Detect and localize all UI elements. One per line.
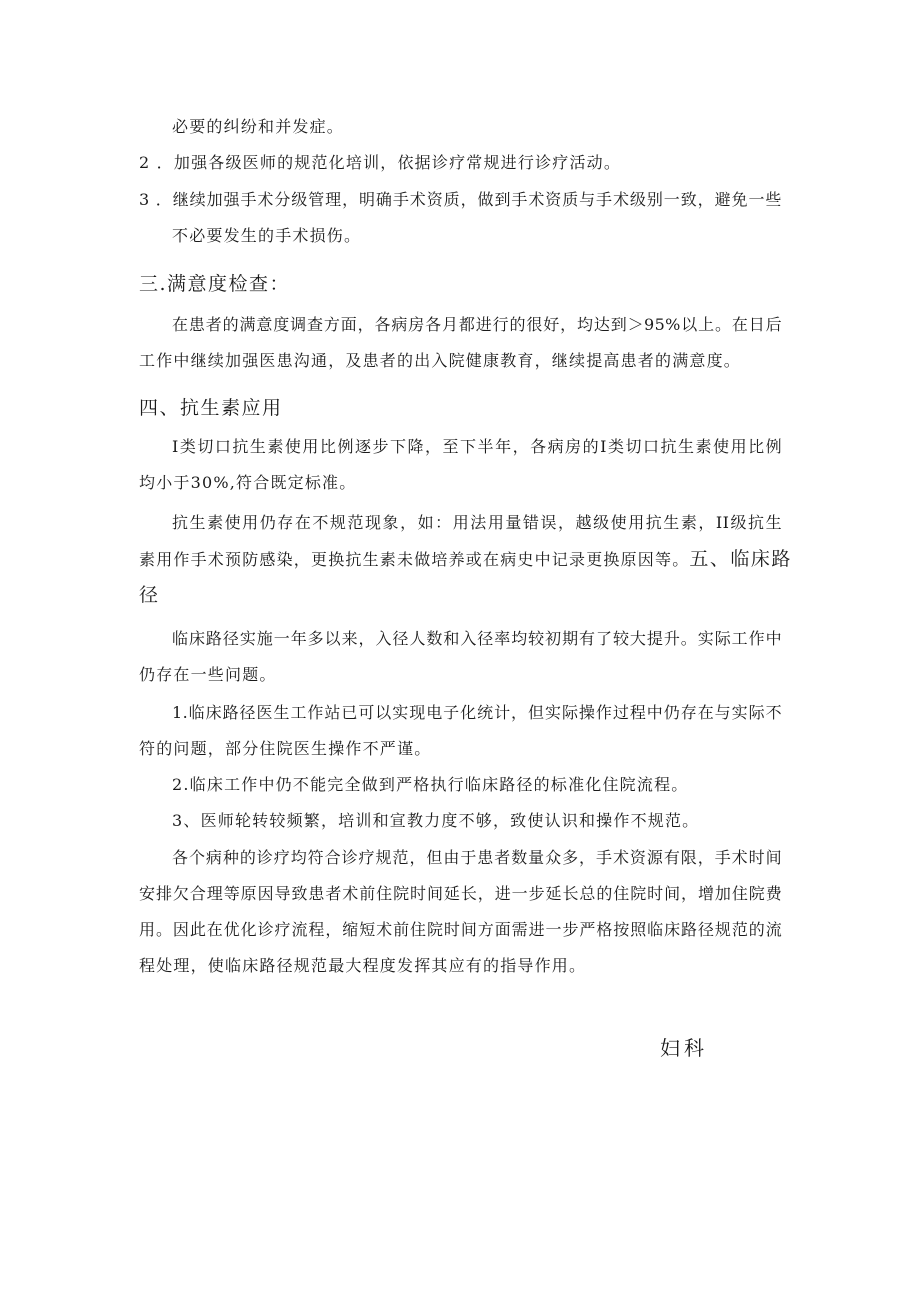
text-line: 必要的纠纷和并发症。 [172, 117, 345, 136]
paragraph-line: 均小于30%,符合既定标准。 [139, 473, 357, 492]
paragraph-text: 素用作手术预防感染，更换抗生素未做培养或在病史中记录更换原因等。 [139, 550, 690, 569]
paragraph-line: 工作中继续加强医患沟通，及患者的出入院健康教育，继续提高患者的满意度。 [139, 351, 742, 370]
signature-department: 妇科 [660, 1036, 708, 1060]
paragraph-line: I类切口抗生素使用比例逐步下降，至下半年，各病房的I类切口抗生素使用比例 [172, 437, 782, 456]
section-heading-satisfaction: 三.满意度检查： [139, 273, 291, 295]
paragraph-line: 用。因此在优化诊疗流程，缩短术前住院时间方面需进一步严格按照临床路径规范的流 [139, 920, 782, 939]
list-item-2: 2.临床工作中仍不能完全做到严格执行临床路径的标准化住院流程。 [172, 775, 689, 794]
list-item-1-continued: 符的问题，部分住院医生操作不严谨。 [139, 739, 432, 758]
paragraph-line: 各个病种的诊疗均符合诊疗规范，但由于患者数量众多，手术资源有限，手术时间 [172, 848, 782, 867]
list-item-2: 2 ．加强各级医师的规范化培训，依据诊疗常规进行诊疗活动。 [139, 153, 622, 172]
section-heading-clinical-pathway-continued: 径 [139, 584, 160, 606]
list-item-3-continued: 不必要发生的手术损伤。 [172, 226, 362, 245]
list-item-1: 1.临床路径医生工作站已可以实现电子化统计，但实际操作过程中仍存在与实际不 [172, 703, 782, 722]
paragraph-line: 仍存在一些问题。 [139, 665, 277, 684]
paragraph-line: 临床路径实施一年多以来，入径人数和入径率均较初期有了较大提升。实际工作中 [172, 629, 782, 648]
list-item-3: 3、医师轮转较频繁，培训和宣教力度不够，致使认识和操作不规范。 [172, 811, 700, 830]
section-heading-antibiotics: 四、抗生素应用 [139, 397, 283, 419]
paragraph-line: 程处理，使临床路径规范最大程度发挥其应有的指导作用。 [139, 956, 587, 975]
paragraph-line [139, 549, 792, 570]
paragraph-line: 安排欠合理等原因导致患者术前住院时间延长，进一步延长总的住院时间，增加住院费 [139, 884, 782, 903]
paragraph-line: 在患者的满意度调查方面，各病房各月都进行的很好，均达到＞95%以上。在日后 [172, 315, 782, 334]
paragraph-line: 抗生素使用仍存在不规范现象，如：用法用量错误，越级使用抗生素，II级抗生 [172, 513, 782, 532]
list-item-3: 3 ．继续加强手术分级管理，明确手术资质，做到手术资质与手术级别一致，避免一些 [139, 190, 782, 209]
section-heading-clinical-pathway: 五、临床路 [689, 548, 792, 570]
